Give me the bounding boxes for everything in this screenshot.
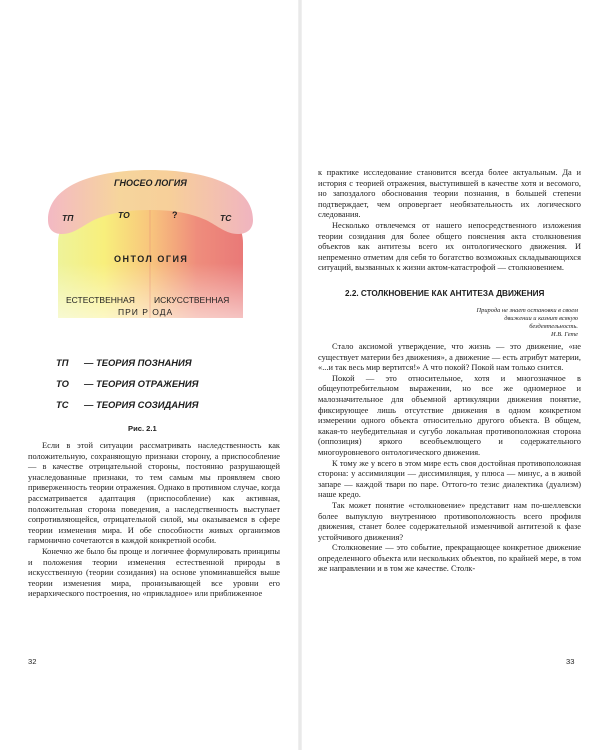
legend-item: [56, 373, 198, 394]
right-body-text: [318, 342, 581, 575]
tp-label: ТП: [62, 213, 74, 223]
figure-caption: Рис. 2.1: [128, 424, 157, 433]
legend-text: — ТЕОРИЯ ОТРАЖЕНИЯ: [84, 378, 199, 389]
natural-label: ЕСТЕСТВЕННАЯ: [66, 295, 135, 305]
legend-abbr: ТО: [56, 378, 69, 389]
paragraph: Если в этой ситуации рассматривать наследственность как положительную, сохраняющую признаки сторону, а приспособление — в качестве отрицательной стороны, постоянно разрушающей унаследованные признаки, то тем самым мы проявляем свою приверженность теории отражения. Однако в противном случае, когда рассматривается адаптация (приспособление) как активная, положительная сторона поведения, а наследственность выступает сопротивляющейся, отрицательной силой, мы оказываемся в сфере теории изменения мира. И обе способности живых организмов гармонично сочетаются в каждой конкретной особи.: [28, 441, 280, 546]
legend-item: [56, 394, 198, 415]
to-label: ТО: [118, 210, 130, 220]
paragraph: К тому же у всего в этом мире есть своя достойная противоположная сторона: у ассимиляции — диссимиляция, у плюса — минус, а в живой запаре — каждой твари по паре. Оттого-то тезис диалектика (дуализм) наше кредо.: [318, 458, 581, 500]
gnoseology-label: ГНОСЕО ЛОГИЯ: [114, 178, 187, 188]
epigraph-text: Природа не знает остановки в своем движении и казнит всякую бездеятельность.: [476, 307, 578, 330]
legend-abbr: ТП: [56, 357, 69, 368]
artificial-label: ИСКУССТВЕННАЯ: [154, 295, 230, 305]
paragraph: Покой — это относительное, хотя и многозначное в общеупотребительном выражении, но все же одномерное и малозначительное для объемной артикуляции движения понятие, фиксирующее лишь отсутствие движения в одном конкретном измерении одного объекта относительно другого объекта. В общем, какая-то неубедительная и сугубо локальная противоположная сторона (оппозиция) яркого всеобъемлющего и содержательного многоуровневого онтологического движения.: [318, 373, 581, 457]
page-number-left: 32: [28, 657, 37, 666]
ontology-label: ОНТОЛ ОГИЯ: [114, 254, 189, 264]
legend-abbr: ТС: [56, 399, 69, 410]
paragraph: к практике исследование становится всегда более актуальным. Да и история с теорией отражения, выступившей в качестве хотя и весомого, но запоздалого обоснования теории познания, в большей степени подтверждает, чем опровергает необязательность их логического следования.: [318, 168, 581, 220]
figure-2-1-diagram: [48, 168, 253, 318]
paragraph: Несколько отвлечемся от нашего непосредственного изложения теории созидания для более общего пояснения акта столкновения объектов как антитезы всего их онтологического движения. И непременно отметим для себя то богатство возможных складывающихся ситуаций, вызванных к жизни актом-катастрофой — столкновением.: [318, 220, 581, 273]
question-mark-label: ?: [172, 210, 178, 220]
section-title: 2.2. СТОЛКНОВЕНИЕ КАК АНТИТЕЗА ДВИЖЕНИЯ: [345, 289, 545, 298]
legend-text: — ТЕОРИЯ СОЗИДАНИЯ: [84, 399, 199, 410]
legend-text: — ТЕОРИЯ ПОЗНАНИЯ: [84, 357, 192, 368]
left-body-text: [28, 441, 280, 600]
paragraph: Так может понятие «столкновение» представит нам по-шеллевски более выпуклую внутреннюю противоположность всего профиля движения, станет более содержательной изменчивой антитезой к фазе устойчивого движения?: [318, 500, 581, 542]
right-top-text: [318, 168, 581, 274]
paragraph: Стало аксиомой утверждение, что жизнь — это движение, «не существует материи без движения», а движение — есть атрибут материи, «...и так весь мир вертится!» А что покой? Покой нам только снится.: [318, 342, 581, 373]
epigraph: [470, 307, 578, 339]
ts-label: ТС: [220, 213, 232, 223]
page-number-right: 33: [566, 657, 575, 666]
nature-label: ПРИ Р ОДА: [118, 307, 174, 317]
paragraph: Конечно же было бы проще и логичнее формулировать принципы и положения теории изменения естественной природы в искусственную (теории созидания) на основе упоминавшейся выше теории изменения мира, пронизывающей все уровни его иерархического построения, но «прикладное» или приближенное: [28, 546, 280, 599]
epigraph-author: И.В. Гете: [551, 331, 578, 338]
paragraph: Столкновение — это событие, прекращающее конкретное движение определенного объекта или нескольких объектов, по крайней мере, в том же направлении и в том же качестве. Столк-: [318, 543, 581, 574]
figure-legend: [56, 352, 198, 415]
legend-item: [56, 352, 198, 373]
